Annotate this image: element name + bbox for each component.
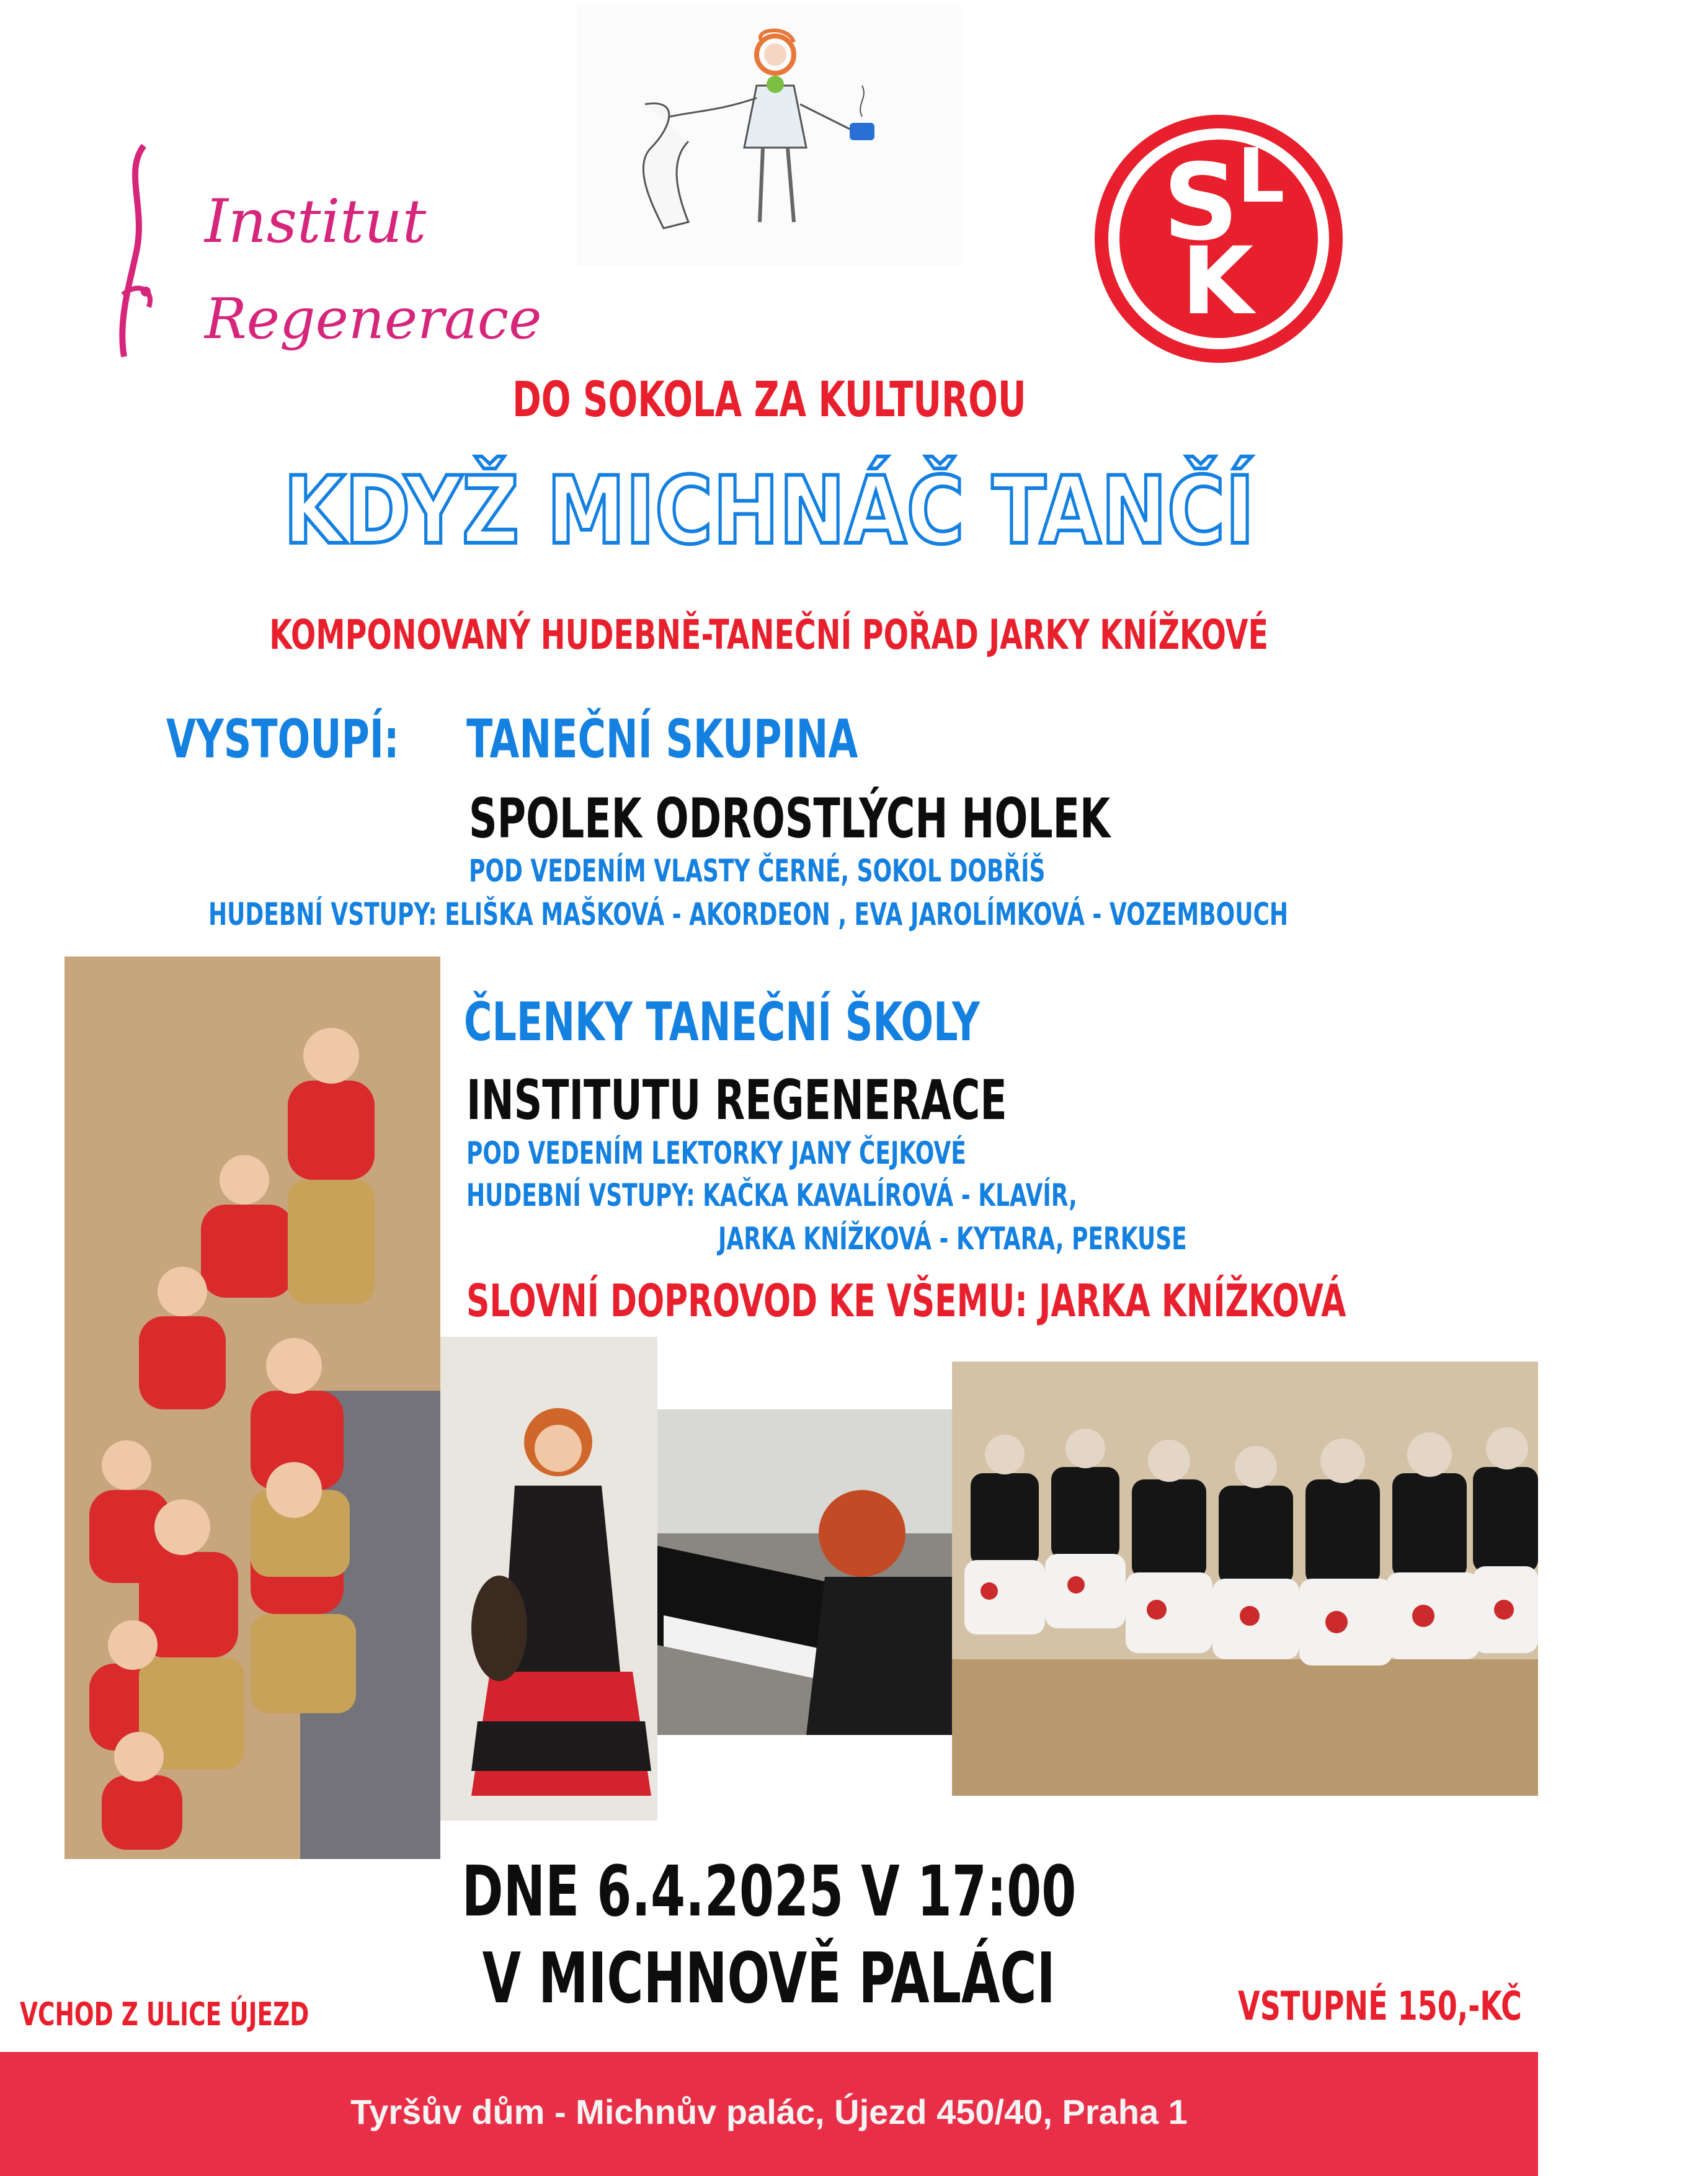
group2-name: INSTITUTU REGENERACE (466, 1068, 1007, 1132)
group2-lead: POD VEDENÍM LEKTORKY JANY ČEJKOVÉ (466, 1135, 966, 1171)
institut-logo-text: Institut (205, 187, 427, 256)
photo-hula-dancers (64, 956, 440, 1859)
svg-text:KDYŽ MICHNÁČ TANČÍ: KDYŽ MICHNÁČ TANČÍ (283, 456, 1255, 565)
svg-text:K: K (1181, 228, 1254, 336)
narration-credit: SLOVNÍ DOPROVOD KE VŠEMU: JARKA KNÍŽKOVÁ (466, 1275, 1346, 1327)
performs-label: VYSTOUPÍ: (166, 708, 399, 770)
svg-text:S: S (1163, 141, 1239, 264)
svg-text:L: L (1237, 133, 1285, 220)
group1-lead: POD VEDENÍM VLASTY ČERNÉ, SOKOL DOBŘÍŠ (469, 853, 1046, 889)
group2-music-1: HUDEBNÍ VSTUPY: KAČKA KAVALÍROVÁ - KLAVÍR, (466, 1177, 1077, 1213)
group1-kind: TANEČNÍ SKUPINA (466, 708, 858, 770)
event-place: V MICHNOVĚ PALÁCI (483, 1938, 1056, 2019)
sokol-logo (1088, 109, 1349, 369)
venue-address: Tyršův dům - Michnův palác, Újezd 450/40, Praha 1 (350, 2092, 1188, 2131)
institut-regenerace-logo (112, 133, 542, 369)
admission-price: VSTUPNÉ 150,-KČ (1238, 1984, 1522, 2030)
group2-music-2: JARKA KNÍŽKOVÁ - KYTARA, PERKUSE (718, 1221, 1187, 1257)
dancer-figure-icon (122, 146, 144, 357)
event-series-label: DO SOKOLA ZA KULTUROU (512, 372, 1026, 428)
photo-pianist (657, 1409, 952, 1735)
woman-with-cup-illustration (577, 5, 961, 265)
event-date: DNE 6.4.2025 V 17:00 (461, 1852, 1077, 1932)
event-title (0, 456, 1538, 565)
photo-guitarist (440, 1337, 657, 1821)
group1-music: HUDEBNÍ VSTUPY: ELIŠKA MAŠKOVÁ - AKORDEON , EVA JAROLÍMKOVÁ - VOZEMBOUCH (208, 896, 1289, 932)
regenerace-logo-text: Regenerace (205, 287, 542, 352)
illustration-sketch (577, 5, 961, 265)
entrance-note: VCHOD Z ULICE ÚJEZD (20, 1996, 309, 2033)
group1-name: SPOLEK ODROSTLÝCH HOLEK (469, 787, 1111, 850)
event-subtitle: KOMPONOVANÝ HUDEBNĚ-TANEČNÍ POŘAD JARKY KNÍŽKOVÉ (269, 611, 1269, 659)
group2-kind: ČLENKY TANEČNÍ ŠKOLY (464, 991, 980, 1053)
photo-dance-group (952, 1362, 1538, 1796)
